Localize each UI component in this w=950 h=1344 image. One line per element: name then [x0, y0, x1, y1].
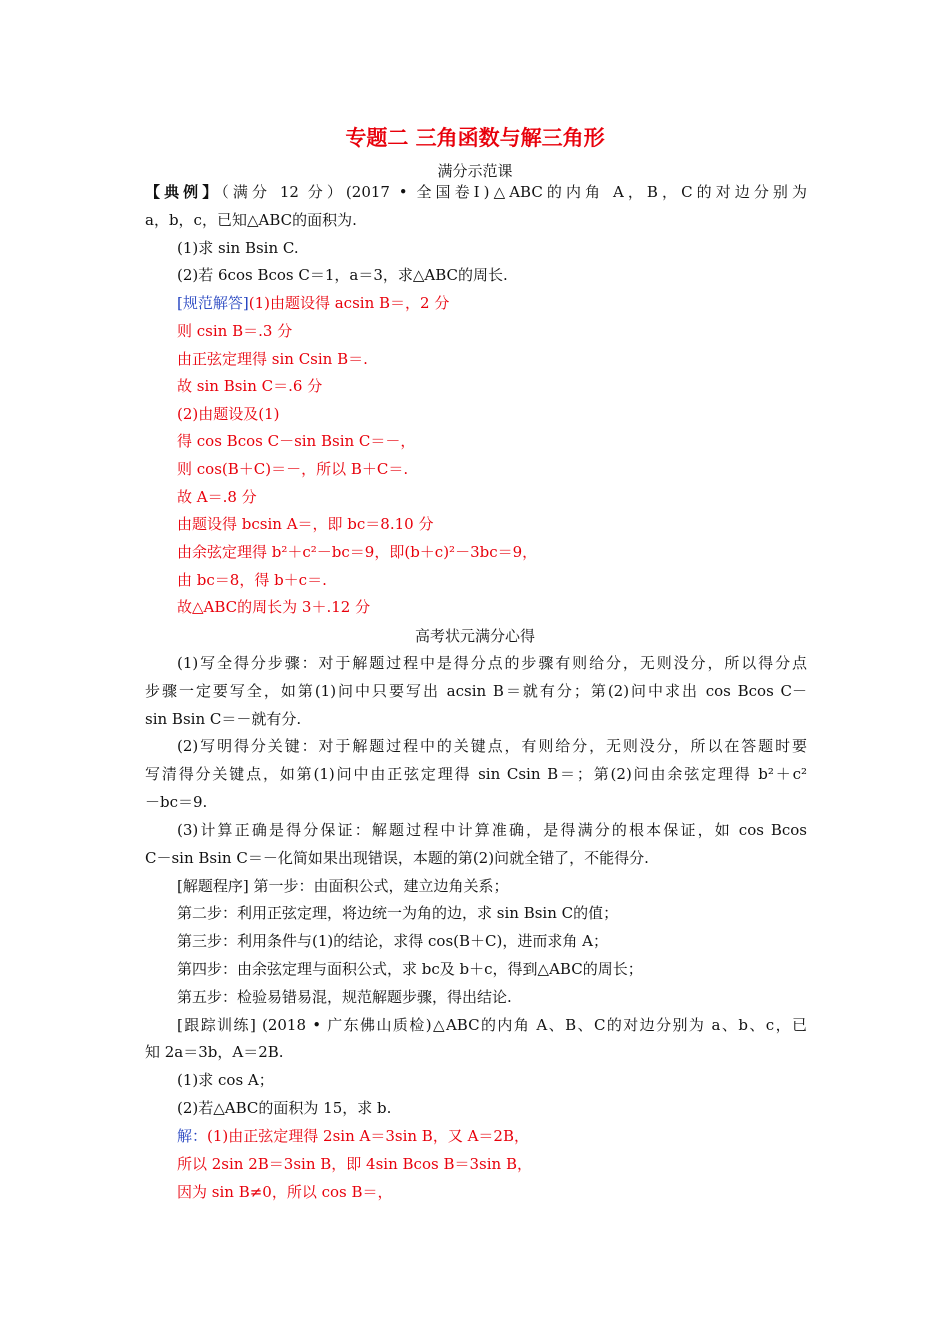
procedure-line-4: 第四步：由余弦定理与面积公式，求 bc及 b＋c，得到△ABC的周长；	[177, 960, 643, 978]
solution-line-6: 得 cos Bcos C－sin Bsin C＝－，	[177, 432, 416, 450]
solution-line-11: 由 bc＝8，得 b＋c＝.	[177, 571, 327, 589]
solution-line-10: 由余弦定理得 b²＋c²－bc＝9，即(b＋c)²－3bc＝9，	[177, 543, 538, 561]
solution-line-9: 由题设得 bcsin A＝，即 bc＝8.10 分	[177, 515, 434, 533]
section-heading-fullmark: 满分示范课	[437, 162, 513, 180]
doc-title: 专题二 三角函数与解三角形	[345, 126, 605, 150]
answer-line-1	[177, 1126, 807, 1146]
solution-label: [规范解答]	[177, 294, 249, 312]
example-text-1: （满分 12 分）(2017 • 全国卷Ⅰ)△ABC的内角 A，B，C的对边分别为	[221, 183, 807, 201]
tip-line-1: (1)写全得分步骤：对于解题过程中是得分点的步骤有则给分，无则没分，所以得分点	[177, 654, 807, 672]
solution-line-12: 故△ABC的周长为 3＋.12 分	[177, 598, 371, 616]
solution-line-1	[177, 293, 807, 313]
procedure-line-3: 第三步：利用条件与(1)的结论，求得 cos(B＋C)，进而求角 A；	[177, 932, 608, 950]
tip-line-3: sin Bsin C＝－就有分.	[145, 710, 302, 728]
solution-line-5: (2)由题设及(1)	[177, 405, 280, 423]
solution-text-1: (1)由题设得 acsin B＝，2 分	[248, 294, 450, 312]
procedure-line-2: 第二步：利用正弦定理，将边统一为角的边，求 sin Bsin C的值；	[177, 904, 619, 922]
training-question-1: (1)求 cos A；	[177, 1071, 274, 1089]
training-line-2: 知 2a＝3b，A＝2B.	[145, 1043, 284, 1061]
answer-line-3: 因为 sin B≠0，所以 cos B＝，	[177, 1183, 393, 1201]
answer-line-2: 所以 2sin 2B＝3sin B，即 4sin Bcos B＝3sin B，	[177, 1155, 532, 1173]
solution-line-4: 故 sin Bsin C＝.6 分	[177, 377, 323, 395]
training-line-1: [跟踪训练] (2018 • 广东佛山质检)△ABC的内角 A、B、C的对边分别为 a、b、c，已	[177, 1016, 807, 1034]
tip-line-4: (2)写明得分关键：对于解题过程中的关键点，有则给分，无则没分，所以在答题时要	[177, 737, 807, 755]
tip-line-8: C－sin Bsin C＝－化简如果出现错误，本题的第(2)问就全错了，不能得分.	[145, 849, 649, 867]
answer-text-1: (1)由正弦定理得 2sin A＝3sin B，又 A＝2B，	[207, 1127, 529, 1145]
tip-line-6: －bc＝9.	[145, 793, 208, 811]
tip-line-7: (3)计算正确是得分保证：解题过程中计算准确，是得满分的根本保证，如 cos Bcos	[177, 821, 807, 839]
tip-line-5: 写清得分关键点，如第(1)问中由正弦定理得 sin Csin B＝；第(2)问由余弦定理得 b²＋c²	[145, 765, 807, 783]
example-tag: 【典例】	[145, 183, 222, 201]
solution-line-7: 则 cos(B＋C)＝－，所以 B＋C＝.	[177, 460, 409, 478]
section-heading-tips: 高考状元满分心得	[414, 627, 535, 645]
training-question-2: (2)若△ABC的面积为 15，求 b.	[177, 1099, 392, 1117]
example-line-2: a，b，c，已知△ABC的面积为.	[145, 211, 357, 229]
procedure-line-1: [解题程序] 第一步：由面积公式，建立边角关系；	[177, 877, 509, 895]
tip-line-2: 步骤一定要写全，如第(1)问中只要写出 acsin B＝就有分；第(2)问中求出 cos Bcos C－	[145, 682, 807, 700]
example-question-1: (1)求 sin Bsin C.	[177, 239, 299, 257]
answer-label: 解：	[177, 1127, 208, 1145]
solution-line-8: 故 A＝.8 分	[177, 488, 257, 506]
example-question-2: (2)若 6cos Bcos C＝1，a＝3，求△ABC的周长.	[177, 266, 508, 284]
solution-line-3: 由正弦定理得 sin Csin B＝.	[177, 350, 368, 368]
solution-line-2: 则 csin B＝.3 分	[177, 322, 293, 340]
example-line-1	[145, 182, 807, 202]
procedure-line-5: 第五步：检验易错易混，规范解题步骤，得出结论.	[177, 988, 512, 1006]
